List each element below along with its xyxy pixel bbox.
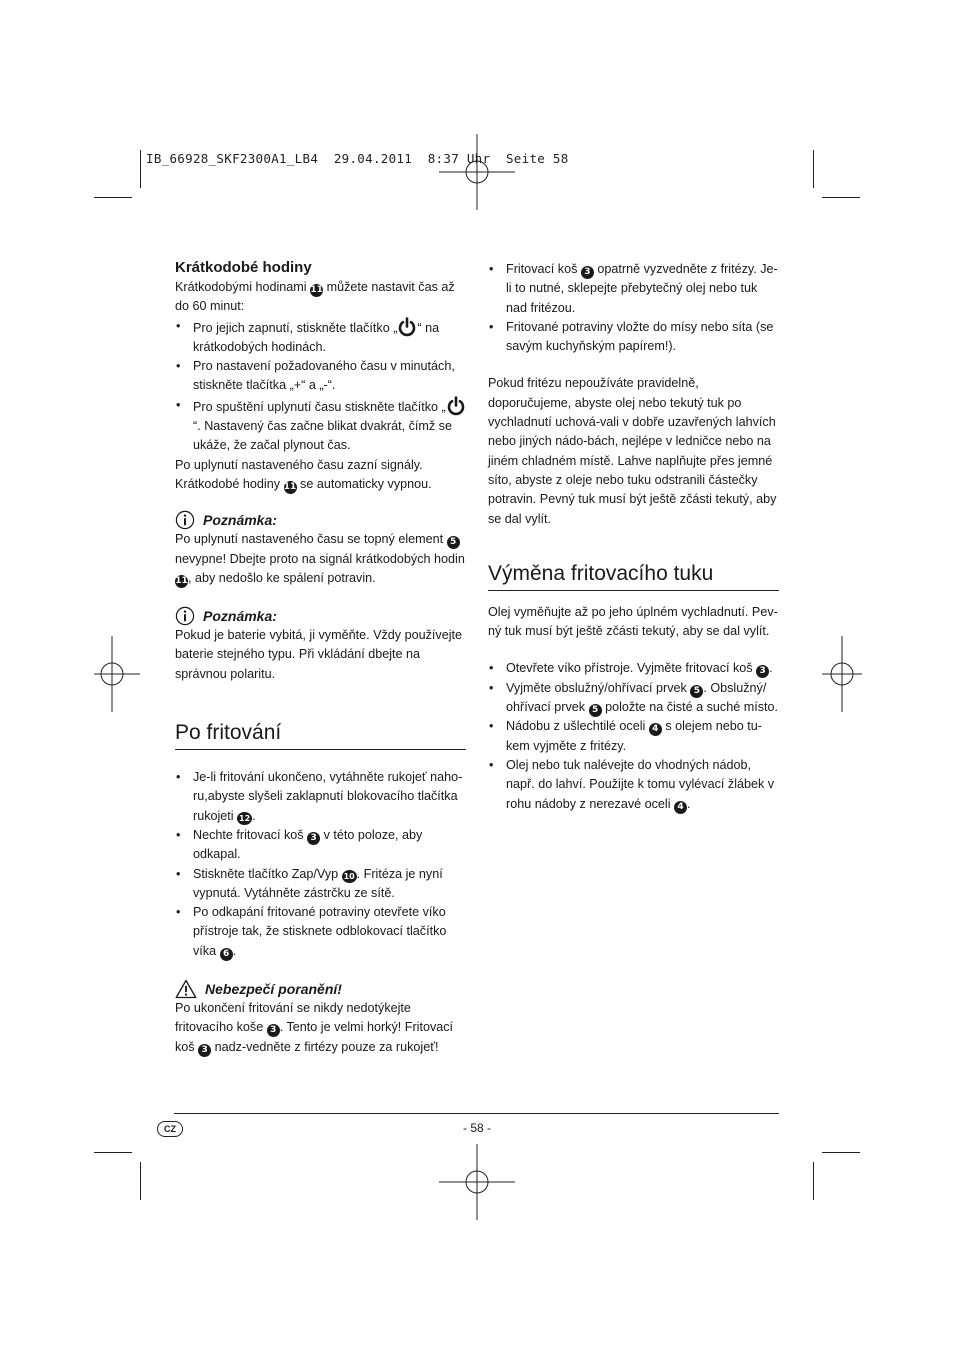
list-item: • Nádobu z ušlechtilé oceli 4 s olejem nebo tu-kem vyjměte z fritézy. bbox=[488, 717, 779, 756]
part-number-badge: 5 bbox=[690, 685, 703, 698]
info-icon bbox=[175, 606, 195, 626]
list-item: • Olej nebo tuk nalévejte do vhodných nádob, např. do lahví. Použijte k tomu vylévací žlábek v rohu nádoby z nerezavé oceli 4 . bbox=[488, 756, 779, 814]
timer-after-2: Krátkodobé hodiny 11 se automaticky vypnou. bbox=[175, 476, 432, 492]
timer-heading: Krátkodobé hodiny bbox=[175, 259, 312, 276]
part-number-badge: 4 bbox=[674, 801, 687, 814]
oil-change-steps bbox=[488, 659, 779, 813]
part-number-badge: 6 bbox=[220, 948, 233, 961]
list-item: • Fritované potraviny vložte do mísy nebo síta (se savým kuchyňským papírem!). bbox=[488, 318, 779, 357]
danger-warning bbox=[175, 979, 466, 1057]
timer-after-1: Po uplynutí nastaveného času zazní signály. bbox=[175, 457, 423, 472]
list-item: • Pro jejich zapnutí, stiskněte tlačítko „ “ na krátkodobých hodinách. bbox=[175, 317, 466, 358]
part-number-badge: 3 bbox=[756, 665, 769, 678]
storage-paragraph: Pokud fritézu nepoužíváte pravidelně, doporučujeme, abyste olej nebo tekutý tuk po vychladnutí uchová-vali v dobře uzavřených lahvích nebo jiných nádo-bách, nejlépe v ledničce nebo na jiném chladném místě. Lahve naplňujte přes jemné síto, abyste z oleje nebo tuku odstranili částečky potravin. Pevný tuk musí být ještě zčásti tekutý, aby se dal vylít. bbox=[488, 376, 777, 526]
list-item: • Fritovací koš 3 opatrně vyzvedněte z fritézy. Je-li to nutné, sklepejte přebytečný olej nebo tuk nad fritézou. bbox=[488, 260, 779, 318]
frying-steps-continued bbox=[488, 260, 779, 356]
part-number-badge: 3 bbox=[307, 832, 320, 845]
part-number-badge: 10 bbox=[343, 871, 355, 881]
list-item: • Vyjměte obslužný/ohřívací prvek 5 . Obslužný/ ohřívací prvek 5 položte na čisté a suché místo. bbox=[488, 679, 779, 718]
list-item: • Stiskněte tlačítko Zap/Vyp 10 . Fritéza je nyní vypnutá. Vytáhněte zástrčku ze sítě. bbox=[175, 865, 466, 904]
note-title: Poznámka: bbox=[203, 512, 277, 529]
part-number-badge: 5 bbox=[589, 704, 602, 717]
part-number-badge: 3 bbox=[198, 1044, 211, 1057]
part-number-badge: 5 bbox=[447, 536, 460, 549]
note-title: Poznámka: bbox=[203, 608, 277, 625]
registration-mark-bottom bbox=[439, 1144, 515, 1220]
warning-triangle-icon bbox=[175, 979, 197, 999]
registration-mark-right bbox=[822, 636, 898, 712]
part-number-badge: 11 bbox=[283, 481, 297, 492]
part-number-badge: 3 bbox=[581, 266, 594, 279]
list-item: • Nechte fritovací koš 3 v této poloze, aby odkapal. bbox=[175, 826, 466, 865]
part-number-badge: 3 bbox=[267, 1024, 280, 1037]
language-badge: CZ bbox=[157, 1121, 183, 1137]
oil-change-intro: Olej vyměňujte až po jeho úplném vychladnutí. Pev-ný tuk musí být ještě zčásti tekutý, aby se dal vylít. bbox=[488, 604, 778, 639]
oil-change-section bbox=[488, 561, 779, 814]
warning-title: Nebezpečí poranění! bbox=[205, 981, 342, 998]
list-item: • Otevřete víko přístroje. Vyjměte fritovací koš 3 . bbox=[488, 659, 779, 678]
page-number: - 58 - bbox=[462, 1121, 491, 1135]
timer-section bbox=[175, 258, 466, 494]
frying-steps bbox=[175, 768, 466, 961]
list-item: • Pro nastavení požadovaného času v minutách, stiskněte tlačítka „+“ a „-“. bbox=[175, 357, 466, 396]
part-number-badge: 4 bbox=[649, 723, 662, 736]
timer-intro: Krátkodobými hodinami 11 můžete nastavit čas až do 60 minut: bbox=[175, 280, 455, 314]
note-text: Po uplynutí nastaveného času se topný element 5 nevypne! Dbejte proto na signál krátkodobých hodin 11, aby nedošlo ke spálení potravin. bbox=[175, 532, 465, 586]
part-number-badge: 11 bbox=[175, 575, 188, 586]
frying-heading: Po fritování bbox=[175, 720, 466, 750]
warning-text: Po ukončení fritování se nikdy nedotýkejte fritovacího koše 3 . Tento je velmi horký! Fritovací koš 3 nadz-vedněte z firtézy pouze za rukojeť! bbox=[175, 1001, 454, 1055]
power-icon bbox=[446, 396, 466, 416]
list-item: • Pro spuštění uplynutí času stiskněte tlačítko „“. Nastavený čas začne blikat dvakrát, čímž se ukáže, že začal plynout čas. bbox=[175, 396, 466, 456]
list-item: • Po odkapání fritované potraviny otevřete víko přístroje tak, že stisknete odblokovací tlačítko víka 6 . bbox=[175, 903, 466, 961]
registration-mark-left bbox=[94, 636, 170, 712]
registration-mark-top bbox=[439, 134, 515, 210]
list-item: • Je-li fritování ukončeno, vytáhněte rukojeť naho-ru,abyste slyšeli zaklapnutí blokovacího tlačítka rukojeti 12 . bbox=[175, 768, 466, 826]
note-2 bbox=[175, 606, 466, 684]
timer-steps bbox=[175, 317, 466, 456]
footer-rule bbox=[174, 1113, 779, 1114]
print-slug: IB_66928_SKF2300A1_LB4 29.04.2011 8:37 Uhr Seite 58 bbox=[146, 151, 569, 166]
part-number-badge: 12 bbox=[239, 813, 251, 823]
note-text: Pokud je baterie vybitá, ji vyměňte. Vždy používejte baterie stejného typu. Při vkládání dbejte na správnou polaritu. bbox=[175, 628, 463, 681]
frying-section bbox=[175, 720, 466, 961]
oil-change-heading: Výměna fritovacího tuku bbox=[488, 561, 779, 591]
note-1 bbox=[175, 510, 466, 588]
power-icon bbox=[397, 317, 417, 337]
right-column bbox=[488, 260, 779, 814]
info-icon bbox=[175, 510, 195, 530]
left-column bbox=[175, 258, 466, 1057]
part-number-badge: 11 bbox=[310, 285, 323, 295]
